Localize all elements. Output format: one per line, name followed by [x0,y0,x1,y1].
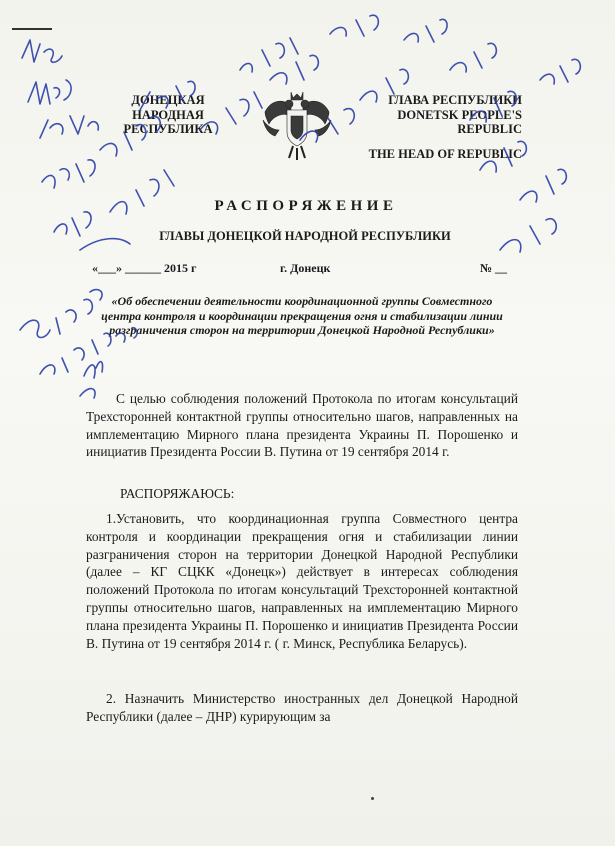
document-number: № __ [480,261,508,275]
left-header-line2: НАРОДНАЯ [132,107,204,122]
left-header [112,93,224,137]
corner-mark [12,28,52,30]
document-title: РАСПОРЯЖЕНИЕ [214,198,398,214]
order-word: РАСПОРЯЖАЮСЬ: [120,486,235,501]
right-header-line3: REPUBLIC [457,122,522,136]
right-header-line1: ГЛАВА РЕСПУБЛИКИ [388,93,522,107]
right-header-line4: THE HEAD OF REPUBLIC [368,146,522,161]
double-headed-eagle-emblem-icon [257,86,337,166]
intro-paragraph: С целью соблюдения положений Протокола по итогам консультаций Трехсторонней контактной группы относительно шагов, направленных на имплементацию Мирного плана президента Украины П. Порошенко и инициатив Президента России В. Путина от 19 сентября 2014 г. [86,391,518,460]
document-subtitle: ГЛАВЫ ДОНЕЦКОЙ НАРОДНОЙ РЕСПУБЛИКИ [159,229,451,243]
city-field: г. Донецк [280,261,331,275]
left-header-line3: РЕСПУБЛИКА [123,122,213,136]
order-heading: «Об обеспечении деятельности координационной группы Совместного центра контроля и координации прекращения огня и стабилизации линии разграничения сторон на территории Донецкой Народной Республики» [101,294,503,337]
date-field: «___» ______ 2015 г [92,261,197,275]
right-header [352,93,522,161]
item-2-paragraph: 2. Назначить Министерство иностранных дел Донецкой Народной Республики (далее – ДНР) курирующим за [86,691,518,724]
scan-speck [371,797,374,800]
right-header-line2: DONETSK PEOPLE'S [397,107,522,122]
item-1-paragraph: 1.Установить, что координационная группа Совместного центра контроля и координации прекращения огня и стабилизации линии разграничения сторон на территории Донецкой Народной Республики (далее – КГ СЦКК «Донецк») действует в интересах соблюдения положений Протокола по итогам консультаций Трехсторонней контактной группы относительно шагов, направленных на имплементацию Мирного плана президента Украины П. Порошенко и инициатив Президента России В. Путина от 19 сентября 2014 г. ( г. Минск, Республика Беларусь). [86,511,518,651]
left-header-line1: ДОНЕЦКАЯ [131,93,205,107]
